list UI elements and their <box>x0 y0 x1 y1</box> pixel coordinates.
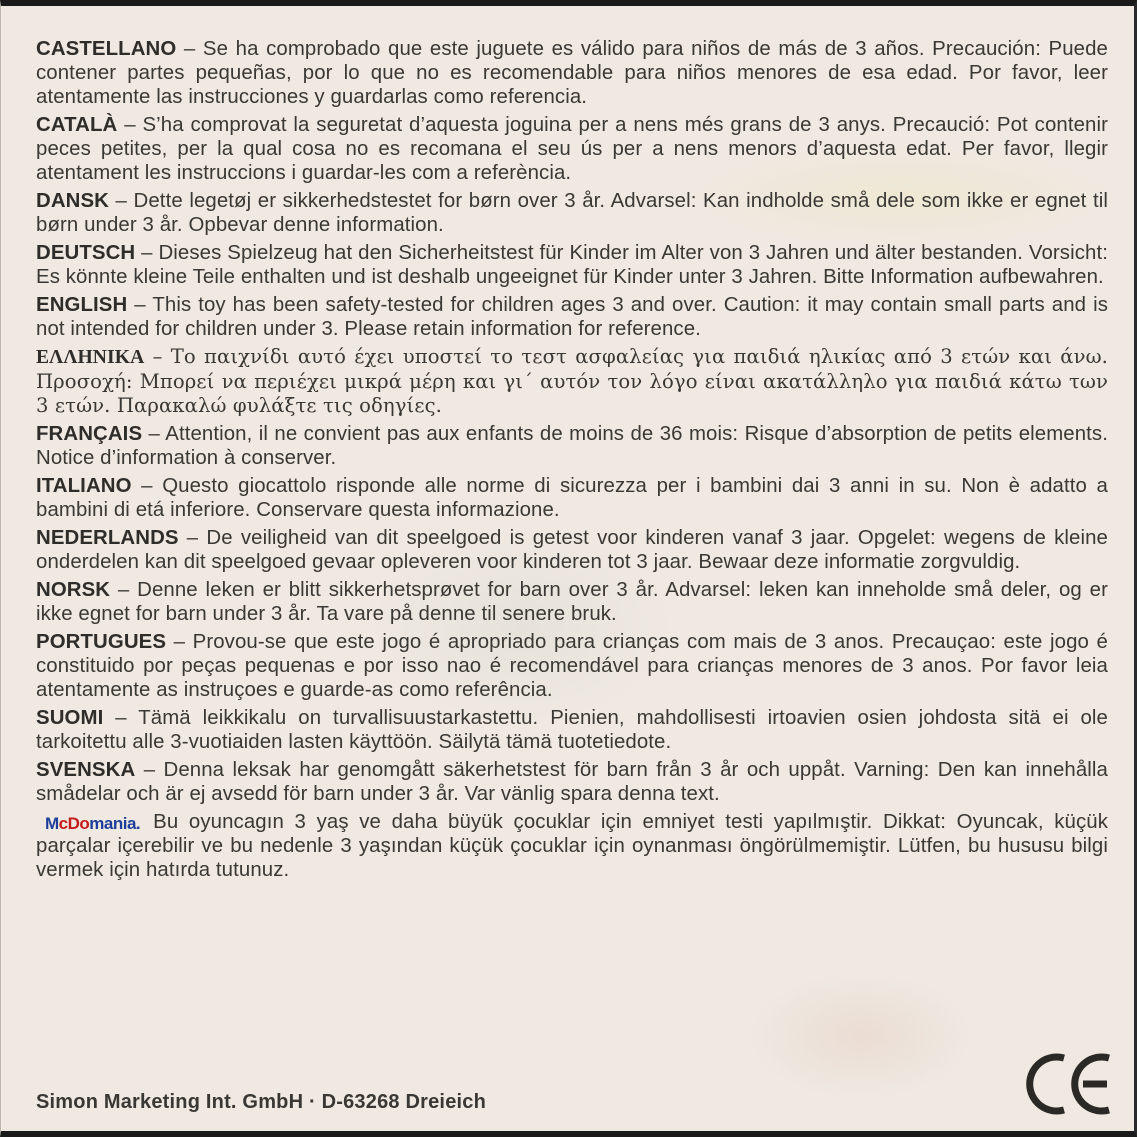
paragraph-7 <box>36 474 1108 522</box>
language-label: FRANÇAIS <box>36 423 143 445</box>
language-paragraphs <box>36 37 1108 806</box>
paragraph-10 <box>36 630 1108 702</box>
notice-text: – Dieses Spielzeug hat den Sicherheitstest für Kinder im Alter von 3 Jahren und älter bestanden. Vorsicht: Es könnte kleine Teile enthalten und ist deshalb ungeeignet für Kinder unter 3 Jahren. Bitte Information aufbewahren. <box>36 242 1108 288</box>
paragraph-6 <box>36 422 1108 470</box>
paragraph-8 <box>36 526 1108 574</box>
notice-text: – Tämä leikkikalu on turvallisuustarkastettu. Pienien, mahdollisesti irtoavien osien johdosta sitä ei ole tarkoitettu alle 3-vuotiaiden lasten käyttöön. Säilytä tämä tuotetiedote. <box>36 707 1108 753</box>
safety-notice-text <box>36 37 1108 886</box>
paragraph-12 <box>36 758 1108 806</box>
language-label: ITALIANO <box>36 475 132 497</box>
paragraph-turkish <box>36 810 1108 882</box>
notice-text: – This toy has been safety-tested for children ages 3 and over. Caution: it may contain small parts and is not intended for children under 3. Please retain information for reference. <box>36 294 1108 340</box>
language-label: CASTELLANO <box>36 38 177 60</box>
paragraph-9 <box>36 578 1108 626</box>
language-label: NORSK <box>36 579 111 601</box>
notice-text: – Denna leksak har genomgått säkerhetstest för barn från 3 år och uppåt. Varning: Den kan innehålla smådelar och är ej avsedd för barn under 3 år. Var vänlig spara denna text. <box>36 759 1108 805</box>
language-label: CATALÀ <box>36 114 118 136</box>
notice-text: – Questo giocattolo risponde alle norme di sicurezza per i bambini dai 3 anni in su. Non è adatto a bambini di etá inferiore. Conservare questa informazione. <box>36 475 1108 521</box>
language-label: ENGLISH <box>36 294 128 316</box>
turkish-paragraph-wrap <box>36 810 1108 882</box>
paragraph-11 <box>36 706 1108 754</box>
language-label: NEDERLANDS <box>36 527 179 549</box>
company-address: Simon Marketing Int. GmbH · D-63268 Dreieich <box>36 1091 487 1113</box>
notice-text: – Το παιχνίδι αυτό έχει υποστεί το τεστ ασφαλείας για παιδιά ηλικίας από 3 ετών και άνω. Προσοχή: Μπορεί να περιέχει μικρά μέρη και γι΄ αυτόν τον λόγο είναι ακατάλληλο για παιδιά κάτω των 3 ετών. Παρακαλώ φυλάξτε τις οδηγίες. <box>36 345 1108 417</box>
notice-text: – De veiligheid van dit speelgoed is getest voor kinderen vanaf 3 jaar. Opgelet: wegens de kleine onderdelen kan dit speelgoed gevaar opleveren voor kinderen tot 3 jaar. Bewaar deze informatie zorgvuldig. <box>36 527 1108 573</box>
notice-text: – Provou-se que este jogo é apropriado para crianças com mais de 3 anos. Precauçao: este jogo é constituido por peças pequenas e por isso nao é recomendável para crianças menores de 3 anos. Por favor leia atentamente as instruçoes e guarde-as como referência. <box>36 631 1108 701</box>
paragraph-3 <box>36 241 1108 289</box>
paragraph-5 <box>36 345 1108 418</box>
logo-part-3: mania. <box>89 814 141 833</box>
paragraph-0 <box>36 37 1108 109</box>
logo-part-1: M <box>45 814 59 833</box>
logo-part-2: cDo <box>58 814 90 833</box>
notice-text: – S’ha comprovat la seguretat d’aquesta joguina per a nens més grans de 3 anys. Precaució: Pot contenir peces petites, per la qual cosa no es recomana el seu ús per a nens menors d’aquesta edat. Per favor, llegir atentament les instruccions i guardar-les com a referència. <box>36 114 1108 184</box>
notice-text: – Se ha comprobado que este juguete es válido para niños de más de 3 años. Precaución: Puede contener partes pequeñas, por lo que no es recomendable para niños menores de esa edad. Por favor, leer atentamente las instrucciones y guardarlas como referencia. <box>36 38 1108 108</box>
notice-text: – Attention, il ne convient pas aux enfants de moins de 36 mois: Risque d’absorption de petits elements. Notice d’information à conserver. <box>36 423 1108 469</box>
ce-mark-icon <box>1023 1049 1115 1119</box>
turkish-text: Bu oyuncagın 3 yaş ve daha büyük çocuklar için emniyet testi yapılmıştir. Dikkat: Oyuncak, küçük parçalar içerebilir ve bu nedenle 3 yaşından küçük çocuklar için oynanması öngörülmemiştir. Lütfen, bu hususu bilgi vermek için hatırda tutunuz. <box>36 811 1109 881</box>
paragraph-4 <box>36 293 1108 341</box>
notice-text: – Denne leken er blitt sikkerhetsprøvet for barn over 3 år. Advarsel: leken kan inneholde små deler, og er ikke egnet for barn under 3 år. Ta vare på denne til senere bruk. <box>36 579 1108 625</box>
language-label: SVENSKA <box>36 759 136 781</box>
paragraph-2 <box>36 189 1108 237</box>
language-label: DANSK <box>36 190 110 212</box>
language-label: SUOMI <box>36 707 104 729</box>
notice-text: – Dette legetøj er sikkerhedstestet for børn over 3 år. Advarsel: Kan indholde små dele som ikke er egnet til børn under 3 år. Opbevar denne information. <box>36 190 1108 236</box>
language-label: DEUTSCH <box>36 242 136 264</box>
language-label: PORTUGUES <box>36 631 167 653</box>
mcdomania-watermark-logo <box>42 813 143 835</box>
paragraph-1 <box>36 113 1108 185</box>
language-label: ΕΛΛΗΝΙΚΑ <box>36 347 145 368</box>
